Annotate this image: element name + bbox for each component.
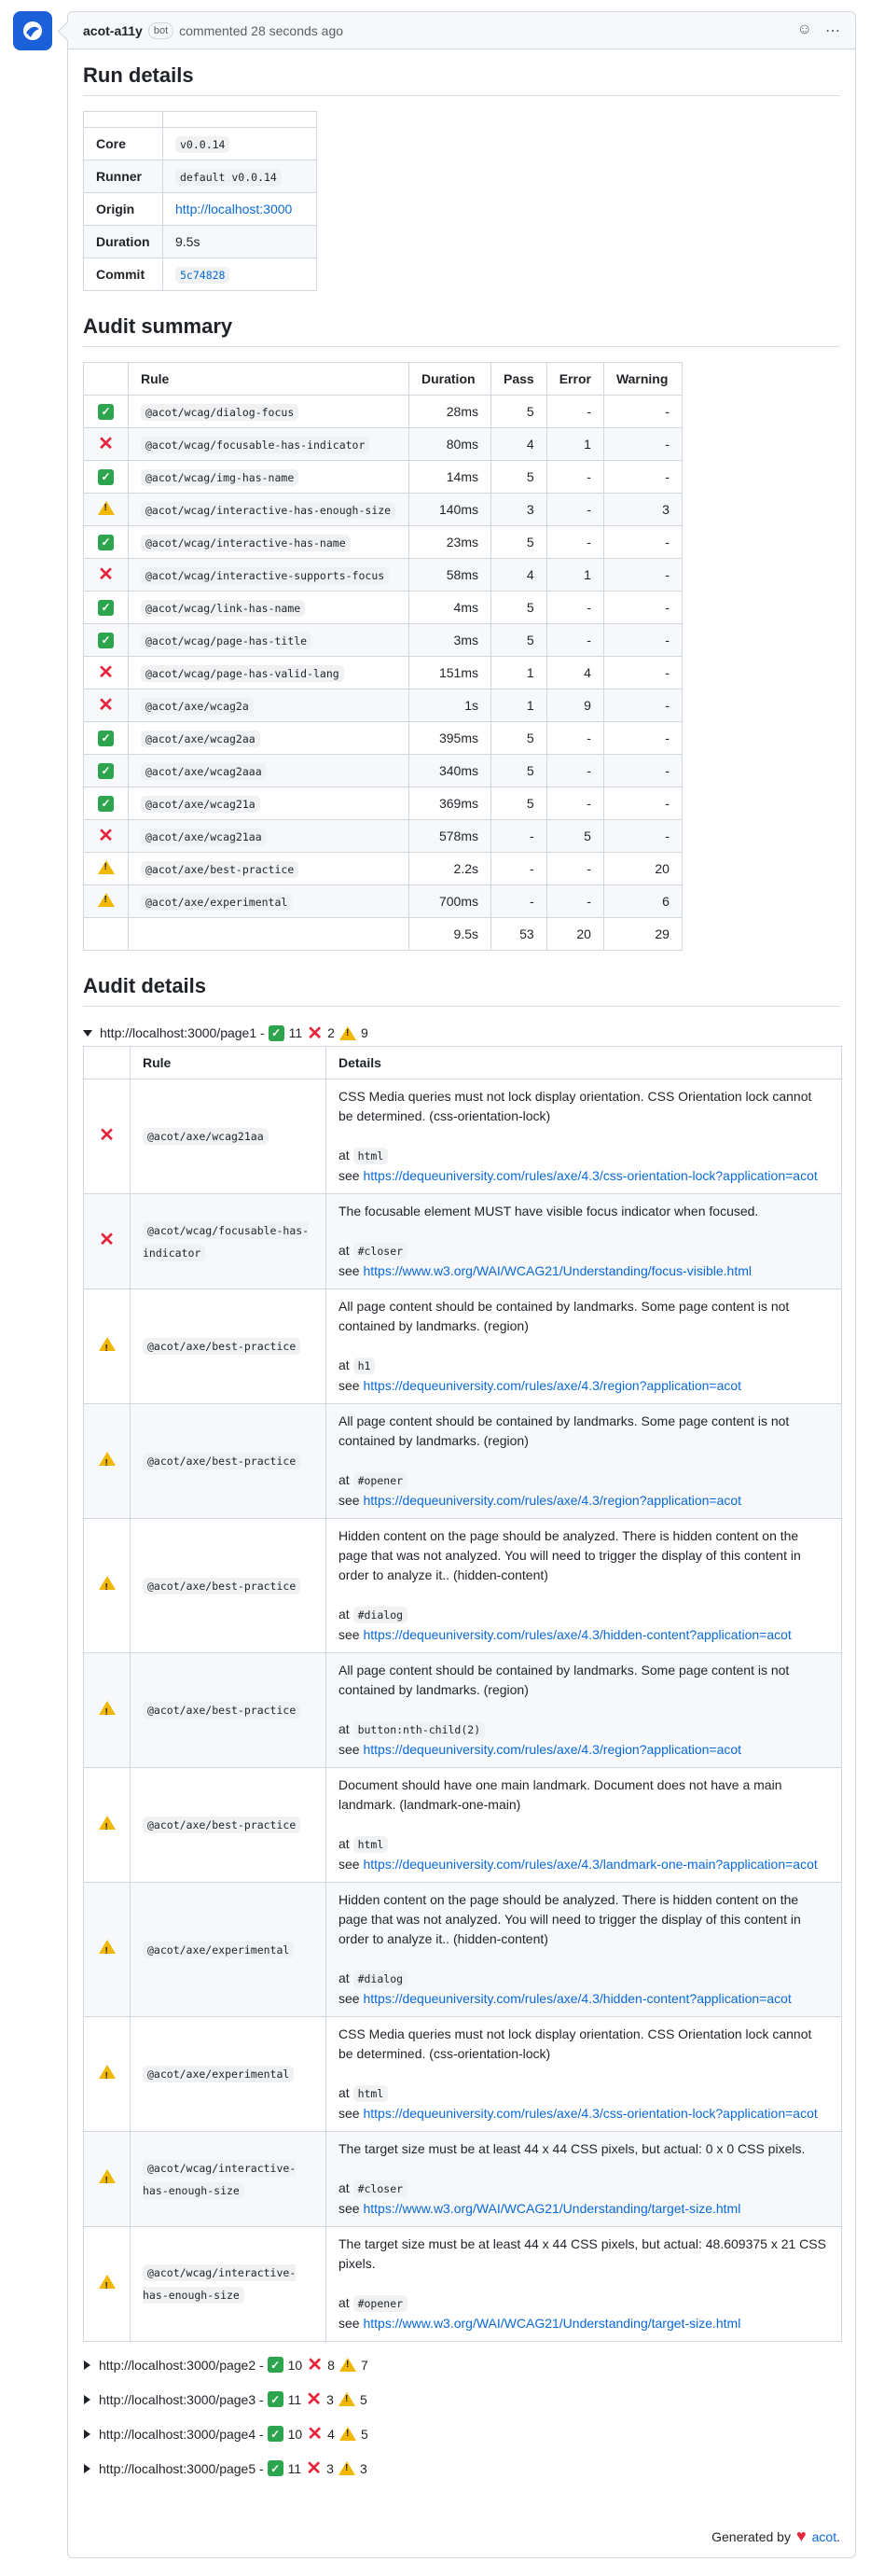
rule-name: @acot/wcag/interactive-has-enough-size [143, 2161, 297, 2197]
pass-icon: ✓ [98, 469, 114, 485]
summary-duration: 151ms [409, 657, 491, 689]
warning-icon [98, 860, 115, 874]
fail-icon: ✕ [98, 434, 114, 454]
summary-pass: 5 [491, 787, 547, 820]
summary-warning: - [603, 624, 682, 657]
summary-error: - [546, 461, 603, 494]
summary-pass: 1 [491, 689, 547, 722]
pass-icon: ✓ [98, 763, 114, 779]
rule-name: @acot/wcag/page-has-title [141, 633, 311, 649]
summary-warning: - [603, 559, 682, 592]
detail-row: ✕ @acot/axe/wcag21aa CSS Media queries must not lock display orientation. CSS Orientation lock cannot be determined. (css-orientation-lock) at html see https://dequeuniversity.com/rules/axe/4.3/css-orientation-lock?application=acot [84, 1079, 842, 1194]
pass-icon: ✓ [268, 2460, 283, 2476]
run-detail-key: Runner [84, 160, 163, 193]
detail-row: ! @acot/axe/best-practice All page content should be contained by landmarks. Some page content is not contained by landmarks. (region) at h1 see https://dequeuniversity.com/rules/axe/4.3/region?application=acot [84, 1289, 842, 1404]
summary-error: - [546, 592, 603, 624]
summary-pass: 5 [491, 592, 547, 624]
rule-name: @acot/wcag/interactive-supports-focus [141, 567, 389, 584]
acot-logo-icon [21, 19, 45, 43]
bot-badge: bot [148, 22, 173, 39]
pass-icon: ✓ [98, 535, 114, 550]
detail-message: Hidden content on the page should be analyzed. There is hidden content on the page that was not analyzed. You will need to trigger the display of this content in order to analyze it.. (hidden-content) [338, 1528, 801, 1582]
col-rule: Rule [129, 363, 409, 396]
help-link[interactable]: https://dequeuniversity.com/rules/axe/4.3/region?application=acot [363, 1493, 742, 1508]
rule-name: @acot/wcag/link-has-name [141, 600, 305, 617]
total-duration: 9.5s [409, 918, 491, 951]
col-rule: Rule [131, 1047, 326, 1079]
rule-name: @acot/axe/experimental [141, 894, 292, 911]
summary-duration: 700ms [409, 885, 491, 918]
pass-icon: ✓ [268, 2391, 283, 2407]
summary-duration: 23ms [409, 526, 491, 559]
commit-link[interactable]: 5c74828 [175, 267, 229, 284]
pass-icon: ✓ [98, 796, 114, 812]
acot-link[interactable]: acot [811, 2528, 837, 2544]
summary-row [84, 755, 683, 787]
pass-icon: ✓ [269, 1025, 284, 1041]
summary-pass: 5 [491, 461, 547, 494]
audit-details-heading: Audit details [83, 973, 840, 1007]
summary-duration: 28ms [409, 396, 491, 428]
summary-duration: 2.2s [409, 853, 491, 885]
warning-icon [338, 2392, 355, 2406]
summary-error: - [546, 722, 603, 755]
rule-name: @acot/axe/best-practice [143, 1817, 300, 1833]
pass-icon: ✓ [98, 731, 114, 746]
warning-icon [98, 501, 115, 515]
selector: #closer [353, 1243, 407, 1260]
summary-warning: - [603, 755, 682, 787]
heart-icon: ♥ [795, 2527, 807, 2545]
summary-row [84, 592, 683, 624]
detail-message: All page content should be contained by landmarks. Some page content is not contained by landmarks. (region) [338, 1299, 790, 1333]
summary-pass: 5 [491, 755, 547, 787]
detail-message: CSS Media queries must not lock display orientation. CSS Orientation lock cannot be determined. (css-orientation-lock) [338, 2026, 812, 2061]
detail-row: ! @acot/axe/best-practice Hidden content on the page should be analyzed. There is hidden content on the page that was not analyzed. You will need to trigger the display of this content in order to analyze it.. (hidden-content) at #dialog see https://dequeuniversity.com/rules/axe/4.3/hidden-content?application=acot [84, 1519, 842, 1653]
rule-name: @acot/axe/experimental [143, 2066, 294, 2082]
rule-name: @acot/wcag/focusable-has-indicator [141, 437, 369, 453]
page-toggle[interactable]: http://localhost:3000/page2 - ✓ 10 ✕ 8 ! 7 [83, 2347, 840, 2382]
warning-icon [99, 1452, 116, 1466]
rule-name: @acot/axe/best-practice [143, 1338, 300, 1355]
rule-name: @acot/wcag/interactive-has-enough-size [141, 502, 395, 519]
summary-warning: - [603, 428, 682, 461]
rule-name: @acot/wcag/focusable-has-indicator [143, 1223, 310, 1260]
run-detail-value: default v0.0.14 [175, 169, 282, 186]
selector: html [353, 1836, 389, 1853]
selector: html [353, 2085, 389, 2102]
detail-row: ! @acot/axe/experimental CSS Media queries must not lock display orientation. CSS Orientation lock cannot be determined. (css-orientation-lock) at html see https://dequeuniversity.com/rules/axe/4.3/css-orientation-lock?application=acot [84, 2017, 842, 2132]
rule-name: @acot/axe/wcag2aaa [141, 763, 267, 780]
detail-row: ✕ @acot/wcag/focusable-has-indicator The focusable element MUST have visible focus indicator when focused. at #closer see https://www.w3.org/WAI/WCAG21/Understanding/focus-visible.html [84, 1194, 842, 1289]
summary-duration: 340ms [409, 755, 491, 787]
summary-pass: - [491, 820, 547, 853]
summary-error: 9 [546, 689, 603, 722]
fail-icon: ✕ [98, 662, 114, 683]
help-link[interactable]: https://www.w3.org/WAI/WCAG21/Understanding/target-size.html [363, 2316, 741, 2331]
fail-icon: ✕ [306, 2458, 323, 2479]
warning-icon [99, 1701, 116, 1715]
summary-pass: 3 [491, 494, 547, 526]
detail-row: ! @acot/wcag/interactive-has-enough-size The target size must be at least 44 x 44 CSS pixels, but actual: 48.609375 x 21 CSS pixels. at #opener see https://www.w3.org/WAI/WCAG21/Understanding/target-size.html [84, 2227, 842, 2342]
rule-name: @acot/wcag/interactive-has-enough-size [143, 2266, 297, 2302]
detail-message: All page content should be contained by landmarks. Some page content is not contained by landmarks. (region) [338, 1663, 790, 1697]
summary-duration: 58ms [409, 559, 491, 592]
run-detail-value: v0.0.14 [175, 136, 229, 153]
run-detail-key: Commit [84, 258, 163, 291]
help-link[interactable]: https://dequeuniversity.com/rules/axe/4.3/landmark-one-main?application=acot [363, 1857, 818, 1872]
comment-timestamp[interactable]: commented 28 seconds ago [179, 22, 344, 38]
page-url: http://localhost:3000/page4 [99, 2426, 256, 2442]
fail-icon: ✕ [306, 2389, 323, 2410]
fail-icon: ✕ [99, 1124, 115, 1146]
help-link[interactable]: https://dequeuniversity.com/rules/axe/4.3/region?application=acot [363, 1742, 742, 1757]
summary-row [84, 820, 683, 853]
rule-name: @acot/axe/wcag21a [141, 796, 260, 813]
summary-totals-row [84, 918, 683, 951]
warning-icon [338, 2461, 355, 2475]
summary-row [84, 853, 683, 885]
selector: #dialog [353, 1607, 407, 1623]
run-detail-row [84, 258, 317, 291]
run-details-table [83, 111, 317, 291]
pass-icon: ✓ [98, 633, 114, 648]
detail-message: All page content should be contained by landmarks. Some page content is not contained by landmarks. (region) [338, 1413, 790, 1448]
summary-warning: - [603, 787, 682, 820]
collapsed-triangle-icon [84, 2430, 90, 2439]
run-detail-row [84, 226, 317, 258]
warning-icon [339, 2427, 356, 2441]
summary-pass: 1 [491, 657, 547, 689]
bot-avatar[interactable] [13, 11, 52, 50]
summary-warning: - [603, 526, 682, 559]
summary-duration: 1s [409, 689, 491, 722]
help-link[interactable]: https://www.w3.org/WAI/WCAG21/Understanding/focus-visible.html [363, 1263, 752, 1278]
page-toggle[interactable]: http://localhost:3000/page5 - ✓ 11 ✕ 3 ! 3 [83, 2451, 840, 2485]
detail-row: ! @acot/axe/best-practice All page content should be contained by landmarks. Some page content is not contained by landmarks. (region) at button:nth-child(2) see https://dequeuniversity.com/rules/axe/4.3/region?application=acot [84, 1653, 842, 1768]
footer: Generated by ♥ acot. [711, 2527, 840, 2545]
detail-message: The target size must be at least 44 x 44 CSS pixels, but actual: 0 x 0 CSS pixels. [338, 2141, 806, 2156]
page-url: http://localhost:3000/page2 [99, 2357, 256, 2373]
run-detail-row [84, 160, 317, 193]
summary-row [84, 461, 683, 494]
summary-pass: 5 [491, 722, 547, 755]
summary-duration: 80ms [409, 428, 491, 461]
col-error: Error [546, 363, 603, 396]
detail-row: ! @acot/axe/experimental Hidden content on the page should be analyzed. There is hidden content on the page that was not analyzed. You will need to trigger the display of this content in order to analyze it.. (hidden-content) at #dialog see https://dequeuniversity.com/rules/axe/4.3/hidden-content?application=acot [84, 1883, 842, 2017]
detail-message: CSS Media queries must not lock display orientation. CSS Orientation lock cannot be determined. (css-orientation-lock) [338, 1089, 812, 1123]
fail-icon: ✕ [99, 1230, 115, 1250]
summary-error: 5 [546, 820, 603, 853]
summary-warning: - [603, 722, 682, 755]
warning-icon [99, 1337, 116, 1351]
summary-error: - [546, 494, 603, 526]
warning-icon [98, 893, 115, 907]
summary-row [84, 657, 683, 689]
page-url: http://localhost:3000/page1 [100, 1025, 257, 1040]
detail-row: ! @acot/axe/best-practice Document should have one main landmark. Document does not have a main landmark. (landmark-one-main) at html see https://dequeuniversity.com/rules/axe/4.3/landmark-one-main?application=acot [84, 1768, 842, 1883]
warning-icon [99, 2169, 116, 2183]
fail-icon: ✕ [307, 2424, 324, 2444]
fail-icon: ✕ [307, 1023, 324, 1044]
summary-warning: - [603, 657, 682, 689]
page-url: http://localhost:3000/page5 [99, 2460, 256, 2476]
summary-warning: - [603, 592, 682, 624]
summary-error: 1 [546, 428, 603, 461]
help-link[interactable]: https://dequeuniversity.com/rules/axe/4.3/css-orientation-lock?application=acot [363, 2106, 818, 2121]
col-duration: Duration [409, 363, 491, 396]
rule-name: @acot/axe/wcag2aa [141, 731, 260, 747]
page-toggle[interactable]: http://localhost:3000/page4 - ✓ 10 ✕ 4 ! 5 [83, 2416, 840, 2451]
fail-icon: ✕ [98, 826, 114, 846]
summary-row [84, 722, 683, 755]
fail-icon: ✕ [98, 695, 114, 716]
selector: html [353, 1148, 389, 1164]
summary-warning: 3 [603, 494, 682, 526]
comment-box [67, 11, 856, 2558]
comment-header [68, 12, 855, 49]
total-error: 20 [546, 918, 603, 951]
pass-icon: ✓ [98, 600, 114, 616]
more-options-icon[interactable]: ⋯ [825, 22, 840, 39]
rule-name: @acot/wcag/interactive-has-name [141, 535, 351, 551]
run-details-heading: Run details [83, 63, 840, 96]
audit-summary-table [83, 362, 683, 951]
summary-pass: 5 [491, 526, 547, 559]
selector: #closer [353, 2180, 407, 2197]
warning-icon [99, 1816, 116, 1830]
run-detail-key: Origin [84, 193, 163, 226]
warning-icon [99, 2275, 116, 2289]
summary-pass: 5 [491, 396, 547, 428]
summary-warning: 20 [603, 853, 682, 885]
detail-message: Document should have one main landmark. Document does not have a main landmark. (landmark-one-main) [338, 1777, 782, 1812]
comment-author[interactable]: acot-a11y [83, 22, 143, 38]
rule-name: @acot/axe/best-practice [143, 1702, 300, 1719]
page-url: http://localhost:3000/page3 [99, 2391, 256, 2407]
summary-warning: 6 [603, 885, 682, 918]
audit-details-table [83, 1046, 842, 2342]
summary-error: - [546, 755, 603, 787]
col-details: Details [326, 1047, 842, 1079]
summary-error: 4 [546, 657, 603, 689]
summary-warning: - [603, 396, 682, 428]
warning-icon [339, 1026, 356, 1040]
summary-duration: 4ms [409, 592, 491, 624]
help-link[interactable]: https://dequeuniversity.com/rules/axe/4.3/region?application=acot [363, 1378, 742, 1393]
col-warning: Warning [603, 363, 682, 396]
summary-row [84, 624, 683, 657]
summary-pass: 5 [491, 624, 547, 657]
run-detail-value: 9.5s [175, 234, 200, 249]
detail-message: The focusable element MUST have visible focus indicator when focused. [338, 1204, 759, 1218]
rule-name: @acot/wcag/img-has-name [141, 469, 298, 486]
collapsed-triangle-icon [84, 2464, 90, 2473]
rule-name: @acot/axe/best-practice [141, 861, 298, 878]
expanded-triangle-icon [83, 1030, 92, 1037]
rule-name: @acot/axe/wcag21aa [141, 828, 267, 845]
rule-name: @acot/axe/wcag2a [141, 698, 254, 715]
summary-duration: 395ms [409, 722, 491, 755]
page-toggle[interactable]: http://localhost:3000/page3 - ✓ 11 ✕ 3 ! 5 [83, 2382, 840, 2416]
summary-row [84, 494, 683, 526]
run-detail-row [84, 193, 317, 226]
detail-message: The target size must be at least 44 x 44 CSS pixels, but actual: 48.609375 x 21 CSS pixels. [338, 2236, 826, 2271]
summary-error: - [546, 624, 603, 657]
summary-row [84, 885, 683, 918]
fail-icon: ✕ [307, 2355, 324, 2375]
summary-warning: - [603, 461, 682, 494]
summary-error: - [546, 787, 603, 820]
collapsed-triangle-icon [84, 2360, 90, 2370]
rule-name: @acot/wcag/page-has-valid-lang [141, 665, 344, 682]
audit-summary-heading: Audit summary [83, 313, 840, 347]
help-link[interactable]: https://dequeuniversity.com/rules/axe/4.3/hidden-content?application=acot [363, 1627, 792, 1642]
fail-icon: ✕ [98, 564, 114, 585]
detail-row: ! @acot/axe/best-practice All page content should be contained by landmarks. Some page content is not contained by landmarks. (region) at #opener see https://dequeuniversity.com/rules/axe/4.3/region?application=acot [84, 1404, 842, 1519]
col-pass: Pass [491, 363, 547, 396]
rule-name: @acot/axe/best-practice [143, 1453, 300, 1469]
help-link[interactable]: https://dequeuniversity.com/rules/axe/4.3/hidden-content?application=acot [363, 1991, 792, 2006]
summary-row [84, 559, 683, 592]
run-detail-row [84, 128, 317, 160]
warning-icon [99, 1576, 116, 1590]
selector: #dialog [353, 1970, 407, 1987]
summary-error: - [546, 885, 603, 918]
page1-toggle[interactable]: http://localhost:3000/page1 - ✓ 11 ✕ 2 ! 9 [83, 1022, 840, 1044]
rule-name: @acot/axe/experimental [143, 1942, 294, 1958]
run-detail-key: Core [84, 128, 163, 160]
warning-icon [99, 1940, 116, 1954]
summary-row [84, 787, 683, 820]
summary-pass: - [491, 853, 547, 885]
pass-icon: ✓ [268, 2357, 283, 2373]
selector: h1 [353, 1358, 376, 1374]
help-link[interactable]: https://dequeuniversity.com/rules/axe/4.3/css-orientation-lock?application=acot [363, 1168, 818, 1183]
summary-duration: 140ms [409, 494, 491, 526]
summary-row [84, 689, 683, 722]
summary-pass: - [491, 885, 547, 918]
summary-pass: 4 [491, 559, 547, 592]
summary-duration: 3ms [409, 624, 491, 657]
rule-name: @acot/wcag/dialog-focus [141, 404, 298, 421]
summary-warning: - [603, 689, 682, 722]
summary-row [84, 526, 683, 559]
summary-error: - [546, 526, 603, 559]
warning-icon [99, 2065, 116, 2079]
pass-icon: ✓ [268, 2426, 283, 2442]
emoji-reaction-icon[interactable]: ☺ [796, 21, 812, 37]
run-detail-key: Duration [84, 226, 163, 258]
summary-row [84, 396, 683, 428]
summary-error: - [546, 853, 603, 885]
summary-error: 1 [546, 559, 603, 592]
detail-message: Hidden content on the page should be analyzed. There is hidden content on the page that was not analyzed. You will need to trigger the display of this content in order to analyze it.. (hidden-content) [338, 1892, 801, 1946]
rule-name: @acot/axe/wcag21aa [143, 1128, 269, 1145]
summary-error: - [546, 396, 603, 428]
selector: button:nth-child(2) [353, 1721, 486, 1738]
total-warning: 29 [603, 918, 682, 951]
selector: #opener [353, 1472, 407, 1489]
selector: #opener [353, 2295, 407, 2312]
summary-warning: - [603, 820, 682, 853]
summary-duration: 578ms [409, 820, 491, 853]
rule-name: @acot/axe/best-practice [143, 1578, 300, 1594]
summary-pass: 4 [491, 428, 547, 461]
total-pass: 53 [491, 918, 547, 951]
help-link[interactable]: https://www.w3.org/WAI/WCAG21/Understanding/target-size.html [363, 2201, 741, 2216]
origin-link[interactable]: http://localhost:3000 [175, 202, 293, 216]
collapsed-triangle-icon [84, 2395, 90, 2404]
summary-duration: 369ms [409, 787, 491, 820]
summary-row [84, 428, 683, 461]
pass-icon: ✓ [98, 404, 114, 420]
warning-icon [339, 2358, 356, 2372]
detail-row: ! @acot/wcag/interactive-has-enough-size The target size must be at least 44 x 44 CSS pixels, but actual: 0 x 0 CSS pixels. at #closer see https://www.w3.org/WAI/WCAG21/Understanding/target-size.html [84, 2132, 842, 2227]
summary-duration: 14ms [409, 461, 491, 494]
